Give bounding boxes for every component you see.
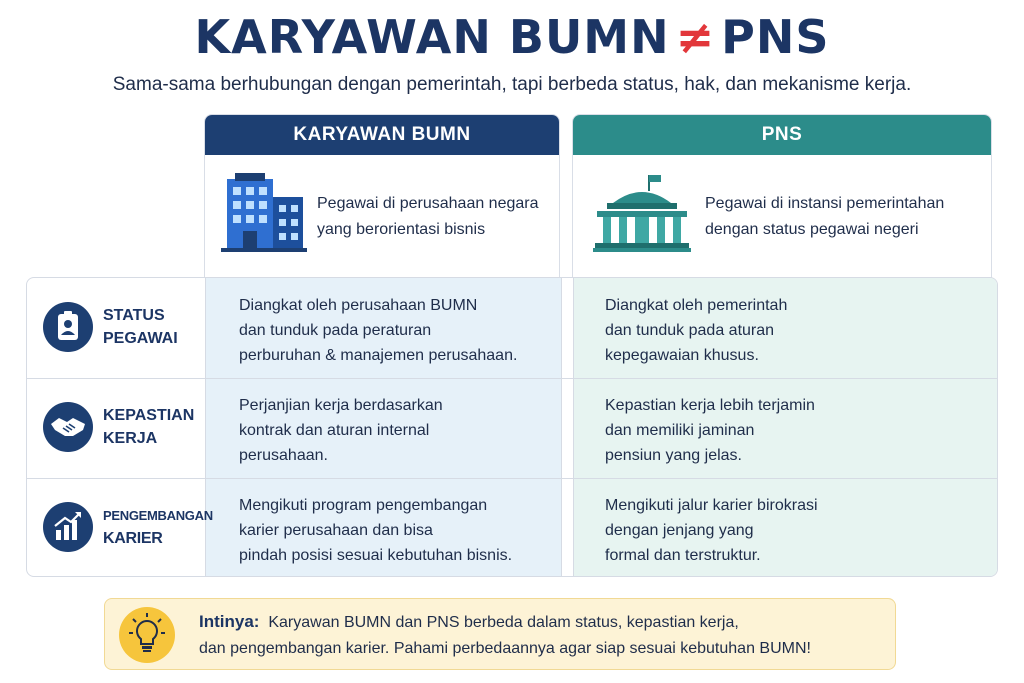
lightbulb-icon xyxy=(119,607,175,663)
cell-pns: Kepastian kerja lebih terjamin dan memiliki jaminan pensiun yang jelas. xyxy=(605,397,815,464)
column-title-pns: PNS xyxy=(573,115,991,155)
cell-bumn: Diangkat oleh perusahaan BUMN dan tunduk pada peraturan perburuhan & manajemen perusahaan. xyxy=(239,297,518,364)
summary-text: Intinya: Karyawan BUMN dan PNS berbeda dalam status, kepastian kerja, dan pengembangan karier. Pahami perbedaannya agar siap sesuai kebutuhan BUMN! xyxy=(199,612,811,657)
summary-box xyxy=(104,598,896,670)
row-label: STATUS PEGAWAI xyxy=(103,307,178,347)
not-equal-symbol: ≠ xyxy=(675,10,716,64)
column-desc-bumn: Pegawai di perusahaan negara yang berorientasi bisnis xyxy=(317,195,539,238)
table-row-pengembangan-karier xyxy=(27,478,998,577)
handshake-icon xyxy=(43,402,93,452)
table-row-status-pegawai xyxy=(27,278,998,378)
cell-bumn: Mengikuti program pengembangan karier perusahaan dan bisa pindah posisi sesuai kebutuhan bisnis. xyxy=(239,497,513,564)
row-label: KEPASTIAN KERJA xyxy=(103,407,195,447)
cell-bumn: Perjanjian kerja berdasarkan kontrak dan aturan internal perusahaan. xyxy=(239,397,443,464)
title-right: PNS xyxy=(721,10,830,64)
title-left: KARYAWAN BUMN xyxy=(194,10,670,64)
comparison-table xyxy=(26,277,998,577)
page-title xyxy=(0,10,1024,64)
page-subtitle: Sama-sama berhubungan dengan pemerintah, tapi berbeda status, hak, dan mekanisme kerja. xyxy=(112,74,912,95)
growth-chart-icon xyxy=(43,502,93,552)
cell-pns: Mengikuti jalur karier birokrasi dengan jenjang yang formal dan terstruktur. xyxy=(605,497,818,564)
government-building-icon xyxy=(593,173,691,253)
summary-lead: Intinya: xyxy=(199,612,260,631)
column-header-bumn xyxy=(204,114,560,278)
column-title-bumn: KARYAWAN BUMN xyxy=(205,115,559,155)
column-desc-pns: Pegawai di instansi pemerintahan dengan status pegawai negeri xyxy=(705,195,945,238)
column-header-pns xyxy=(572,114,992,278)
cell-pns: Diangkat oleh pemerintah dan tunduk pada aturan kepegawaian khusus. xyxy=(605,297,788,364)
row-label: PENGEMBANGAN KARIER xyxy=(103,508,213,547)
table-row-kepastian-kerja xyxy=(27,378,998,478)
office-building-icon xyxy=(221,173,307,253)
id-badge-icon xyxy=(43,302,93,352)
